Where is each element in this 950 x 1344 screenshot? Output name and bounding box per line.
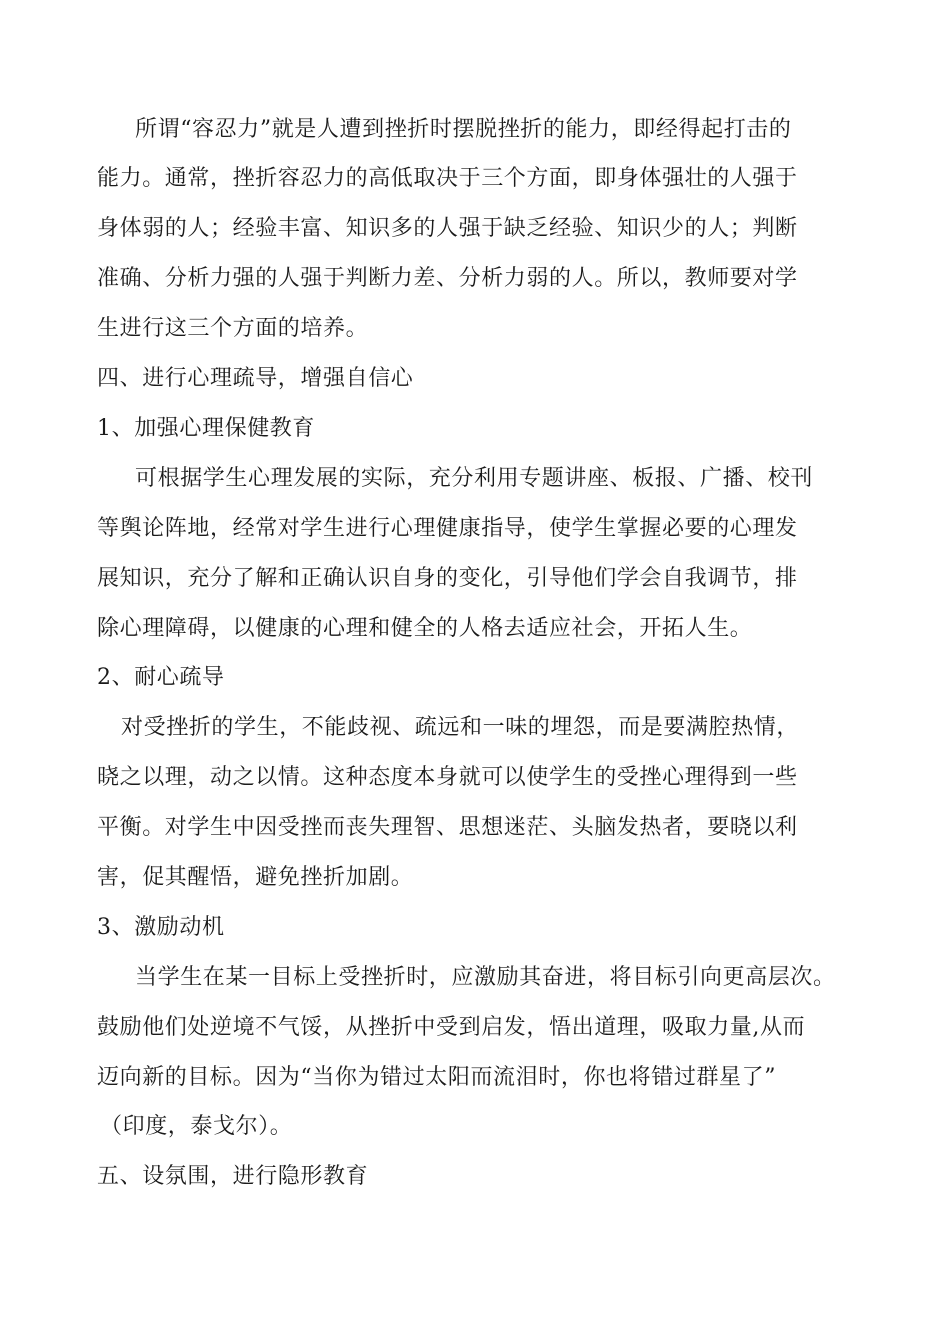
paragraph-line: 等舆论阵地，经常对学生进行心理健康指导，使学生掌握必要的心理发 [97,516,798,541]
paragraph-line: 当学生在某一目标上受挫折时，应激励其奋进，将目标引向更高层次。 [135,965,836,990]
subsection-heading: 1、加强心理保健教育 [97,416,315,441]
paragraph-line: 平衡。对学生中因受挫而丧失理智、思想迷茫、头脑发热者，要晓以利 [97,815,798,840]
paragraph-line: 展知识，充分了解和正确认识自身的变化，引导他们学会自我调节，排 [97,566,798,591]
paragraph-line: 准确、分析力强的人强于判断力差、分析力弱的人。所以，教师要对学 [97,266,798,291]
section-heading: 四、进行心理疏导，增强自信心 [97,366,414,391]
paragraph-line: 可根据学生心理发展的实际，充分利用专题讲座、板报、广播、校刊 [135,466,814,491]
paragraph-line: 晓之以理，动之以情。这种态度本身就可以使学生的受挫心理得到一些 [97,765,798,790]
paragraph-line: 除心理障碍，以健康的心理和健全的人格去适应社会，开拓人生。 [97,616,753,641]
section-heading: 五、设氛围，进行隐形教育 [97,1164,369,1189]
paragraph-line: 对受挫折的学生，不能歧视、疏远和一味的埋怨，而是要满腔热情， [121,715,800,740]
paragraph-line: 迈向新的目标。因为“当你为错过太阳而流泪时，你也将错过群星了” [97,1065,777,1090]
paragraph-line: 所谓“容忍力”就是人遭到挫折时摆脱挫折的能力，即经得起打击的 [135,117,792,142]
paragraph-line: 鼓励他们处逆境不气馁，从挫折中受到启发，悟出道理，吸取力量,从而 [97,1015,806,1040]
subsection-heading: 2、耐心疏导 [97,665,225,690]
paragraph-line: 能力。通常，挫折容忍力的高低取决于三个方面，即身体强壮的人强于 [97,166,798,191]
paragraph-line: 生进行这三个方面的培养。 [97,316,369,341]
subsection-heading: 3、激励动机 [97,915,225,940]
paragraph-line: 害，促其醒悟，避免挫折加剧。 [97,865,414,890]
paragraph-line: （印度，泰戈尔）。 [100,1114,293,1139]
paragraph-line: 身体弱的人；经验丰富、知识多的人强于缺乏经验、知识少的人；判断 [97,216,798,241]
